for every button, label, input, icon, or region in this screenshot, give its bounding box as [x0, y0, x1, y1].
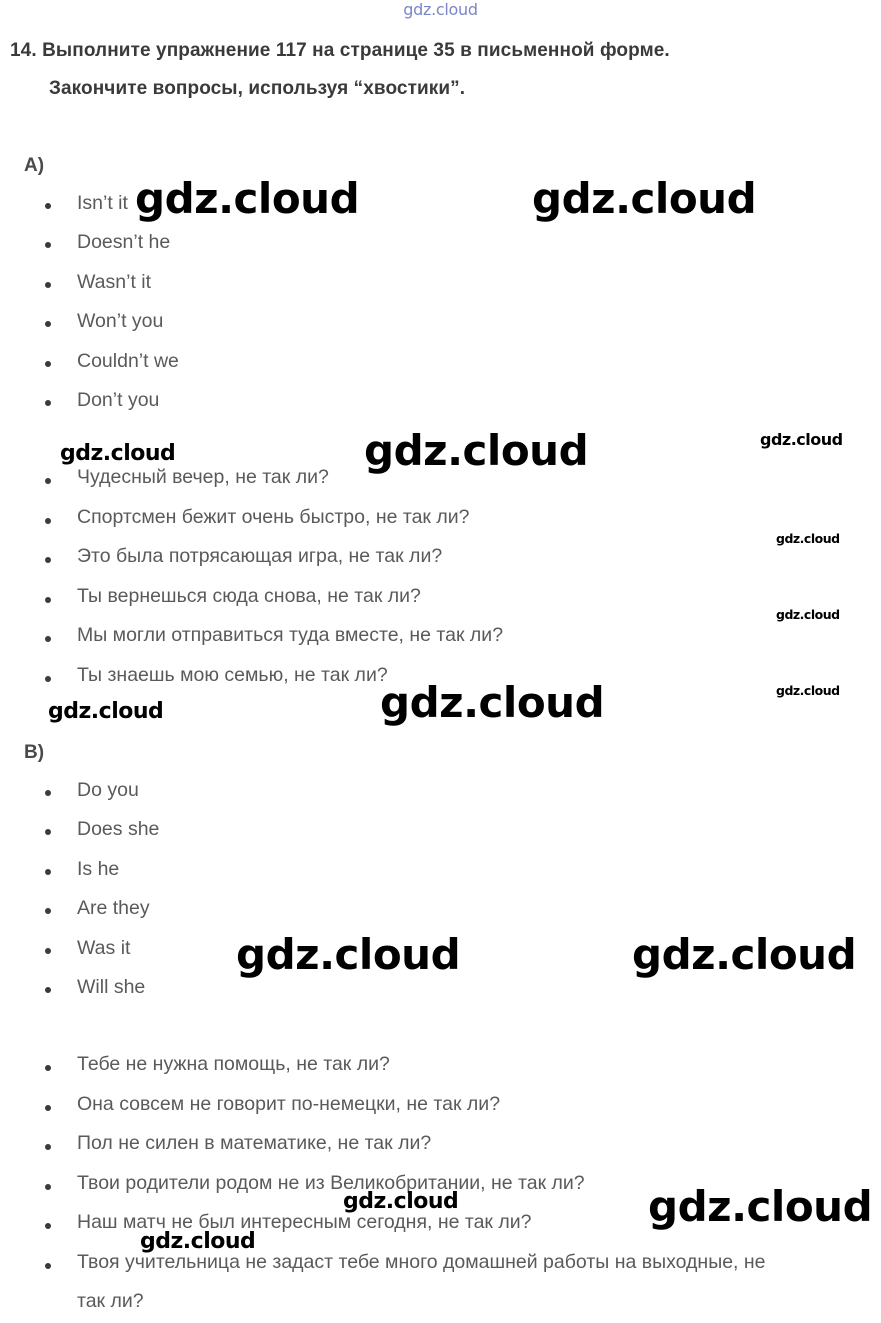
watermark: gdz.cloud	[776, 607, 840, 622]
bullet	[45, 203, 51, 209]
watermark: gdz.cloud	[776, 683, 840, 698]
task-instruction: Закончите вопросы, используя “хвостики”.	[49, 78, 466, 99]
list-item: Won’t you	[77, 310, 164, 332]
list-item: Тебе не нужна помощь, не так ли?	[77, 1053, 390, 1075]
list-item: Она совсем не говорит по-немецки, не так ли?	[77, 1093, 501, 1115]
top-watermark: gdz.cloud	[403, 0, 478, 19]
bullet	[45, 1223, 51, 1229]
bullet	[45, 1065, 51, 1071]
list-item: Are they	[77, 897, 150, 919]
watermark: gdz.cloud	[135, 174, 360, 223]
bullet	[45, 478, 51, 484]
bullet	[45, 790, 51, 796]
list-item: Wasn’t it	[77, 271, 152, 293]
watermark: gdz.cloud	[236, 930, 461, 979]
bullet	[45, 321, 51, 327]
bullet	[45, 1263, 51, 1269]
watermark: gdz.cloud	[60, 441, 176, 466]
watermark: gdz.cloud	[648, 1182, 873, 1231]
bullet	[45, 869, 51, 875]
list-item: Наш матч не был интересным сегодня, не так ли?	[77, 1211, 532, 1233]
list-item: Isn’t it	[77, 192, 128, 214]
task-title: 14. Выполните упражнение 117 на странице 35 в письменной форме.	[10, 40, 670, 61]
list-item-continuation: так ли?	[77, 1290, 144, 1312]
watermark: gdz.cloud	[380, 678, 605, 727]
watermark: gdz.cloud	[760, 430, 843, 449]
list-item: Does she	[77, 818, 160, 840]
list-item: Ты знаешь мою семью, не так ли?	[77, 664, 388, 686]
bullet	[45, 636, 51, 642]
bullet	[45, 908, 51, 914]
list-item: Ты вернешься сюда снова, не так ли?	[77, 585, 421, 607]
bullet	[45, 518, 51, 524]
section-a-label: A)	[24, 155, 45, 176]
bullet	[45, 676, 51, 682]
watermark: gdz.cloud	[776, 531, 840, 546]
section-b-label: B)	[24, 742, 45, 763]
bullet	[45, 1144, 51, 1150]
bullet	[45, 1184, 51, 1190]
bullet	[45, 557, 51, 563]
list-item: Чудесный вечер, не так ли?	[77, 466, 329, 488]
list-item: Это была потрясающая игра, не так ли?	[77, 545, 443, 567]
list-item: Couldn’t we	[77, 350, 179, 372]
list-item: Is he	[77, 858, 120, 880]
list-item: Was it	[77, 937, 131, 959]
bullet	[45, 597, 51, 603]
list-item: Мы могли отправиться туда вместе, не так ли?	[77, 624, 504, 646]
list-item: Пол не силен в математике, не так ли?	[77, 1132, 432, 1154]
list-item: Do you	[77, 779, 139, 801]
list-item: Doesn’t he	[77, 231, 171, 253]
bullet	[45, 361, 51, 367]
list-item: Don’t you	[77, 389, 160, 411]
watermark: gdz.cloud	[532, 174, 757, 223]
bullet	[45, 948, 51, 954]
list-item: Твоя учительница не задаст тебе много домашней работы на выходные, не	[77, 1251, 766, 1273]
watermark: gdz.cloud	[48, 699, 164, 724]
watermark: gdz.cloud	[343, 1189, 459, 1214]
watermark: gdz.cloud	[140, 1229, 256, 1254]
bullet	[45, 1105, 51, 1111]
bullet	[45, 987, 51, 993]
bullet	[45, 242, 51, 248]
list-item: Will she	[77, 976, 146, 998]
list-item: Твои родители родом не из Великобритании, не так ли?	[77, 1172, 585, 1194]
bullet	[45, 829, 51, 835]
bullet	[45, 400, 51, 406]
watermark: gdz.cloud	[632, 930, 857, 979]
list-item: Спортсмен бежит очень быстро, не так ли?	[77, 506, 470, 528]
watermark: gdz.cloud	[364, 426, 589, 475]
bullet	[45, 282, 51, 288]
